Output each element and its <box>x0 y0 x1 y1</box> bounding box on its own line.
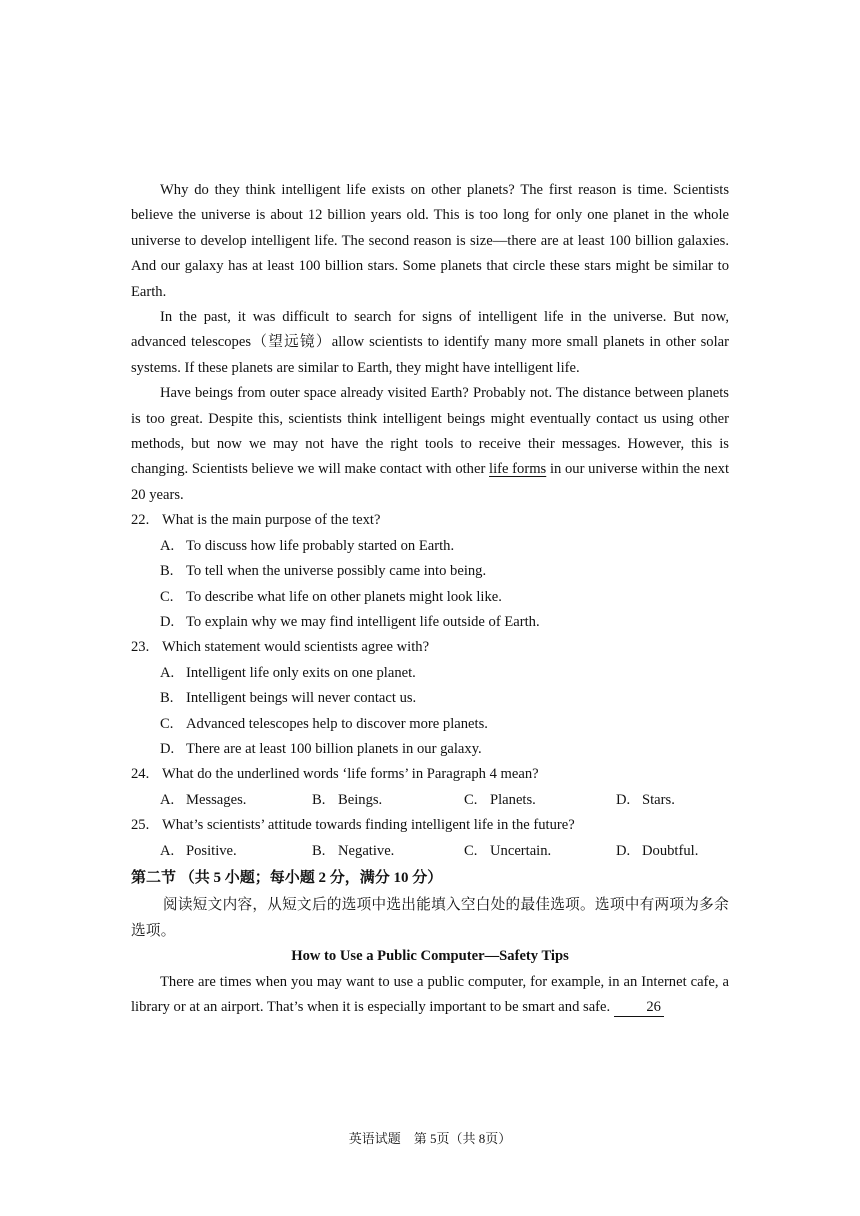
options-row-25 <box>131 839 729 864</box>
passage-heading: How to Use a Public Computer—Safety Tips <box>291 948 569 965</box>
blank-26: 26 <box>614 998 664 1017</box>
question-text: What is the main purpose of the text? <box>162 512 381 529</box>
option-23-d[interactable]: D. There are at least 100 billion planets in our galaxy. <box>160 740 482 757</box>
section-2-instruction: 阅读短文内容，从短文后的选项中选出能填入空白处的最佳选项。选项中有两项为多余选项。 <box>131 897 729 939</box>
paragraph-2: In the past, it was difficult to search for signs of intelligent life in the universe. But now, advanced telescopes（望远镜）allow scientists to identify many more small planets in other solar systems. If these planets are similar to Earth, they might have intelligent life. <box>131 309 729 376</box>
option-22-a[interactable]: A. To discuss how life probably started on Earth. <box>160 537 455 554</box>
paragraph-1: Why do they think intelligent life exists on other planets? The first reason is time. Scientists believe the universe is about 12 billion years old. This is too long for only one planet in the whole universe to develop intelligent life. The second reason is size—there are at least 100 billion galaxies. And our galaxy has at least 100 billion stars. Some planets that circle these stars might be similar to Earth. <box>131 182 729 300</box>
options-row-24 <box>131 788 729 813</box>
option-22-b[interactable]: B. To tell when the universe possibly came into being. <box>160 563 487 580</box>
section-2-paragraph: There are times when you may want to use a public computer, for example, in an Internet cafe, a library or at an airport. That’s when it is especially important to be smart and safe. 26 <box>131 973 729 1015</box>
option-24-c[interactable]: C. Planets. <box>464 791 536 808</box>
option-24-a[interactable]: A. Messages. <box>160 791 247 808</box>
option-22-c[interactable]: C. To describe what life on other planets might look like. <box>160 588 502 605</box>
page-footer: 英语试题 第 5页（共 8页） <box>348 1131 512 1146</box>
question-text: Which statement would scientists agree with? <box>162 639 430 656</box>
section-2-title: 第二节 （共 5 小题；每小题 2 分，满分 10 分） <box>131 869 443 886</box>
question-23 <box>131 635 729 660</box>
page-content <box>131 178 729 1020</box>
question-number: 22. <box>131 512 150 529</box>
question-22 <box>131 508 729 533</box>
question-number: 25. <box>131 817 150 834</box>
question-25 <box>131 813 729 838</box>
question-text: What do the underlined words ‘life forms’ in Paragraph 4 mean? <box>162 766 539 783</box>
question-number: 23. <box>131 639 150 656</box>
option-25-a[interactable]: A. Positive. <box>160 842 237 859</box>
paragraph-3 <box>131 381 729 508</box>
question-number: 24. <box>131 766 150 783</box>
option-23-b[interactable]: B. Intelligent beings will never contact us. <box>160 690 417 707</box>
paragraph-3-after: in our universe within the next 20 years. <box>131 461 729 503</box>
option-24-d[interactable]: D. Stars. <box>616 791 675 808</box>
option-25-b[interactable]: B. Negative. <box>312 842 395 859</box>
option-22-d[interactable]: D. To explain why we may find intelligent life outside of Earth. <box>160 613 540 630</box>
option-25-d[interactable]: D. Doubtful. <box>616 842 699 859</box>
question-24 <box>131 762 729 787</box>
underlined-life-forms: life forms <box>489 461 547 478</box>
option-23-c[interactable]: C. Advanced telescopes help to discover more planets. <box>160 715 488 732</box>
option-23-a[interactable]: A. Intelligent life only exits on one planet. <box>160 664 416 681</box>
option-24-b[interactable]: B. Beings. <box>312 791 383 808</box>
question-text: What’s scientists’ attitude towards finding intelligent life in the future? <box>162 817 575 834</box>
paragraph-3-before: Have beings from outer space already visited Earth? Probably not. The distance between planets is too great. Despite this, scientists think intelligent beings might eventually contact us using other methods, but now we may not have the right tools to receive their messages. However, this is changing. Scientists believe we will make contact with other <box>131 385 729 478</box>
option-25-c[interactable]: C. Uncertain. <box>464 842 552 859</box>
